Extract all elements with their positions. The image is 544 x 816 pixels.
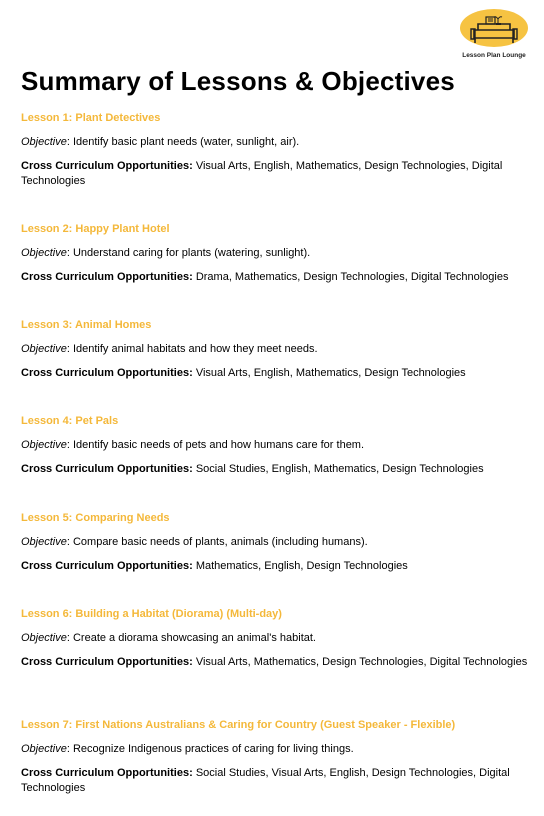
lesson-title: Lesson 5: Comparing Needs xyxy=(21,512,170,524)
cross-curriculum-label: Cross Curriculum Opportunities: xyxy=(21,160,193,172)
lesson-6 xyxy=(21,607,531,670)
objective-text: : Create a diorama showcasing an animal's habitat. xyxy=(66,632,316,644)
lesson-title: Lesson 4: Pet Pals xyxy=(21,415,119,427)
lesson-title: Lesson 3: Animal Homes xyxy=(21,319,152,331)
cross-curriculum-text: Drama, Mathematics, Design Technologies, Digital Technologies xyxy=(195,271,509,283)
objective-label: Objective xyxy=(21,632,67,644)
lesson-objective xyxy=(21,135,531,149)
lesson-4 xyxy=(21,414,531,477)
cross-curriculum-label: Cross Curriculum Opportunities: xyxy=(21,656,193,668)
cross-curriculum xyxy=(21,366,531,381)
page-title: Summary of Lessons & Objectives xyxy=(21,66,455,96)
lesson-5 xyxy=(21,511,531,574)
objective-label: Objective xyxy=(21,536,67,548)
cross-curriculum-text: Social Studies, Visual Arts, English, Design Technologies, Digital Technologies xyxy=(21,767,510,794)
objective-text: : Compare basic needs of plants, animals (including humans). xyxy=(66,536,368,548)
cross-curriculum-label: Cross Curriculum Opportunities: xyxy=(21,560,193,572)
sofa-icon xyxy=(458,8,530,54)
lesson-title: Lesson 7: First Nations Australians & Caring for Country (Guest Speaker - Flexible) xyxy=(21,719,456,731)
lesson-3 xyxy=(21,318,531,381)
cross-curriculum-text: Visual Arts, English, Mathematics, Design Technologies xyxy=(195,367,466,379)
lesson-objective xyxy=(21,742,531,756)
cross-curriculum xyxy=(21,159,531,189)
lesson-2 xyxy=(21,222,531,285)
lesson-objective xyxy=(21,631,531,645)
cross-curriculum xyxy=(21,462,531,477)
cross-curriculum xyxy=(21,766,531,796)
cross-curriculum xyxy=(21,655,531,670)
cross-curriculum xyxy=(21,559,531,574)
lesson-objective xyxy=(21,535,531,549)
cross-curriculum-text: Visual Arts, Mathematics, Design Technologies, Digital Technologies xyxy=(195,656,528,668)
objective-label: Objective xyxy=(21,343,67,355)
objective-text: : Identify animal habitats and how they meet needs. xyxy=(66,343,318,355)
cross-curriculum-label: Cross Curriculum Opportunities: xyxy=(21,463,193,475)
brand-logo xyxy=(458,8,530,64)
lesson-objective xyxy=(21,438,531,452)
objective-text: : Identify basic plant needs (water, sunlight, air). xyxy=(66,136,300,148)
lesson-7 xyxy=(21,718,531,796)
lesson-objective xyxy=(21,342,531,356)
objective-label: Objective xyxy=(21,247,67,259)
cross-curriculum xyxy=(21,270,531,285)
objective-label: Objective xyxy=(21,743,67,755)
lesson-title: Lesson 1: Plant Detectives xyxy=(21,112,161,124)
objective-label: Objective xyxy=(21,439,67,451)
lesson-title: Lesson 6: Building a Habitat (Diorama) (Multi-day) xyxy=(21,608,282,620)
cross-curriculum-label: Cross Curriculum Opportunities: xyxy=(21,271,193,283)
cross-curriculum-text: Social Studies, English, Mathematics, Design Technologies xyxy=(195,463,484,475)
objective-text: : Identify basic needs of pets and how humans care for them. xyxy=(66,439,365,451)
cross-curriculum-label: Cross Curriculum Opportunities: xyxy=(21,767,193,779)
lesson-title: Lesson 2: Happy Plant Hotel xyxy=(21,223,170,235)
objective-text: : Recognize Indigenous practices of caring for living things. xyxy=(66,743,354,755)
lesson-1 xyxy=(21,111,531,189)
objective-label: Objective xyxy=(21,136,67,148)
cross-curriculum-text: Mathematics, English, Design Technologies xyxy=(195,560,408,572)
brand-name: Lesson Plan Lounge xyxy=(462,52,526,59)
objective-text: : Understand caring for plants (watering, sunlight). xyxy=(66,247,311,259)
cross-curriculum-label: Cross Curriculum Opportunities: xyxy=(21,367,193,379)
lesson-objective xyxy=(21,246,531,260)
cross-curriculum-text: Visual Arts, English, Mathematics, Design Technologies, Digital Technologies xyxy=(21,160,503,187)
